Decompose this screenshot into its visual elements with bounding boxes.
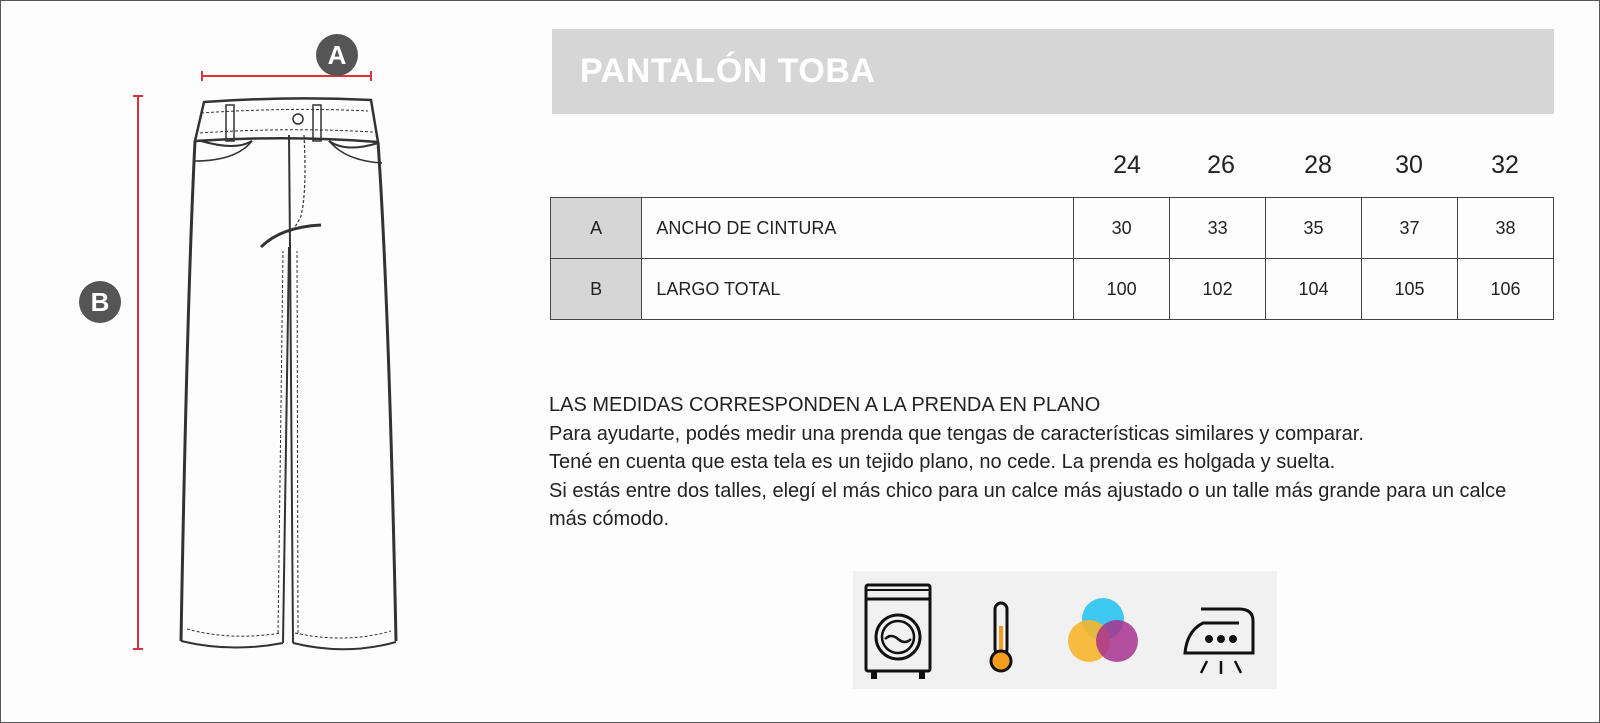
table-row: [551, 198, 1554, 259]
size-header-row: [1, 151, 1600, 191]
measure-label: ANCHO DE CINTURA: [642, 198, 1074, 259]
measure-value: 35: [1266, 198, 1362, 259]
measure-value: 30: [1074, 198, 1170, 259]
care-icons-panel: [853, 571, 1277, 689]
color-circles-icon: [1063, 581, 1143, 681]
measure-value: 104: [1266, 259, 1362, 320]
notes-heading: LAS MEDIDAS CORRESPONDEN A LA PRENDA EN PLANO: [549, 394, 1101, 416]
measure-value: 102: [1170, 259, 1266, 320]
thermometer-icon: [981, 581, 1021, 681]
svg-text:B: B: [90, 287, 110, 317]
marker-b: [79, 281, 121, 323]
size-header: 30: [1395, 151, 1423, 179]
size-header: 28: [1304, 151, 1332, 179]
measure-value: 106: [1458, 259, 1554, 320]
pants-sketch: [1, 1, 541, 722]
measure-value: 33: [1170, 198, 1266, 259]
size-header: 24: [1113, 151, 1141, 179]
measure-value: 37: [1362, 198, 1458, 259]
notes-line: Para ayudarte, podés medir una prenda que tengas de características similares y comparar.: [549, 422, 1364, 445]
measure-label: LARGO TOTAL: [642, 259, 1074, 320]
measure-code: A: [551, 198, 642, 259]
table-row: [551, 259, 1554, 320]
page-title: PANTALÓN TOBA: [580, 52, 876, 90]
measure-value: 105: [1362, 259, 1458, 320]
svg-text:A: A: [327, 40, 347, 70]
notes-line: Si estás entre dos talles, elegí el más chico para un calce más ajustado o un talle más grande para un calce más cómodo.: [549, 479, 1507, 530]
marker-a: [316, 34, 358, 76]
size-header: 26: [1207, 151, 1235, 179]
iron-icon: [1181, 581, 1261, 681]
washing-machine-icon: [863, 581, 933, 681]
measure-value: 38: [1458, 198, 1554, 259]
measurement-notes: [549, 391, 1509, 534]
notes-line: Tené en cuenta que esta tela es un tejido plano, no cede. La prenda es holgada y suelta.: [549, 451, 1336, 473]
title-bar: [552, 29, 1554, 114]
measurements-table: [550, 197, 1554, 320]
measure-code: B: [551, 259, 642, 320]
measure-value: 100: [1074, 259, 1170, 320]
size-header: 32: [1491, 151, 1519, 179]
